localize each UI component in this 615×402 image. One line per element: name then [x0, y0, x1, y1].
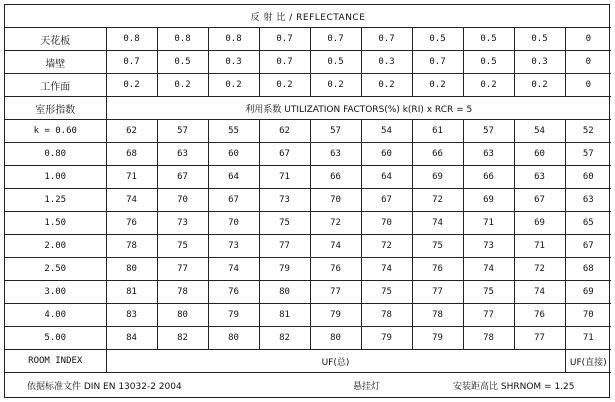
- work-plane-cell: 0.2: [361, 74, 412, 97]
- uf-value-cell: 72: [361, 235, 412, 258]
- uf-value-cell: 80: [259, 281, 310, 304]
- uf-value-cell: 55: [208, 120, 259, 143]
- uf-value-cell: 60: [208, 143, 259, 166]
- uf-value-cell: 80: [157, 304, 208, 327]
- utilization-table: [5, 5, 611, 373]
- uf-value-cell: 54: [361, 120, 412, 143]
- uf-value-cell: 78: [106, 235, 157, 258]
- uf-value-cell: 70: [565, 304, 611, 327]
- wall-cell: 0.3: [208, 51, 259, 74]
- uf-value-cell: 64: [208, 166, 259, 189]
- uf-value-cell: 74: [361, 258, 412, 281]
- uf-value-cell: 57: [157, 120, 208, 143]
- room-index-label: ROOM INDEX: [5, 350, 106, 373]
- uf-value-cell: 81: [106, 281, 157, 304]
- work-plane-cell: 0.2: [259, 74, 310, 97]
- table-row: [5, 304, 611, 327]
- room-index-value: 2.50: [5, 258, 106, 281]
- work-plane-label: 工作面: [5, 74, 106, 97]
- uf-value-cell: 78: [361, 304, 412, 327]
- room-index-cn-label: 室形指数: [5, 97, 106, 120]
- ceiling-cell: 0: [565, 28, 611, 51]
- uf-value-cell: 71: [106, 166, 157, 189]
- uf-value-cell: 75: [259, 212, 310, 235]
- wall-cell: 0.5: [463, 51, 514, 74]
- uf-value-cell: 75: [463, 281, 514, 304]
- uf-value-cell: 66: [310, 166, 361, 189]
- uf-value-cell: 71: [259, 166, 310, 189]
- table-row: [5, 120, 611, 143]
- uf-value-cell: 69: [463, 189, 514, 212]
- wall-cell: 0.3: [514, 51, 565, 74]
- uf-value-cell: 67: [565, 235, 611, 258]
- uf-value-cell: 57: [565, 143, 611, 166]
- work-plane-cell: 0.2: [106, 74, 157, 97]
- uf-value-cell: 60: [361, 143, 412, 166]
- wall-cell: 0: [565, 51, 611, 74]
- table-row: [5, 166, 611, 189]
- table-row: [5, 212, 611, 235]
- work-plane-cell: 0.2: [208, 74, 259, 97]
- uf-value-cell: 80: [208, 327, 259, 350]
- uf-value-cell: 63: [514, 166, 565, 189]
- uf-value-cell: 75: [157, 235, 208, 258]
- spacing-text: 安装距高比 SHRNOM = 1.25: [453, 382, 575, 392]
- wall-row: [5, 51, 611, 74]
- room-index-value: 1.50: [5, 212, 106, 235]
- uf-value-cell: 71: [565, 327, 611, 350]
- standard-text: 依据标准文件 DIN EN 13032-2 2004: [27, 382, 182, 392]
- uf-value-cell: 78: [463, 327, 514, 350]
- uf-value-cell: 77: [310, 281, 361, 304]
- ceiling-cell: 0.8: [208, 28, 259, 51]
- uf-value-cell: 72: [514, 258, 565, 281]
- table-title: 反 射 比 / REFLECTANCE: [5, 5, 611, 28]
- uf-value-cell: 76: [310, 258, 361, 281]
- uf-value-cell: 78: [412, 304, 463, 327]
- uf-value-cell: 66: [412, 143, 463, 166]
- uf-value-cell: 79: [361, 327, 412, 350]
- uf-value-cell: 80: [106, 258, 157, 281]
- uf-value-cell: 82: [157, 327, 208, 350]
- uf-value-cell: 63: [565, 189, 611, 212]
- uf-value-cell: 65: [565, 212, 611, 235]
- uf-value-cell: 52: [565, 120, 611, 143]
- room-index-value: 5.00: [5, 327, 106, 350]
- wall-cell: 0.7: [259, 51, 310, 74]
- uf-value-cell: 79: [412, 327, 463, 350]
- work-plane-cell: 0: [565, 74, 611, 97]
- work-plane-cell: 0.2: [157, 74, 208, 97]
- uf-value-cell: 67: [361, 189, 412, 212]
- wall-cell: 0.3: [361, 51, 412, 74]
- uf-value-cell: 72: [412, 189, 463, 212]
- uf-direct-label: UF(直接): [565, 350, 611, 373]
- uf-value-cell: 68: [106, 143, 157, 166]
- uf-value-cell: 70: [157, 189, 208, 212]
- work-plane-cell: 0.2: [412, 74, 463, 97]
- uf-value-cell: 82: [259, 327, 310, 350]
- uf-value-cell: 84: [106, 327, 157, 350]
- utilization-factor-sheet: [4, 4, 610, 398]
- uf-value-cell: 71: [514, 235, 565, 258]
- uf-value-cell: 64: [361, 166, 412, 189]
- uf-value-cell: 83: [106, 304, 157, 327]
- ceiling-cell: 0.5: [514, 28, 565, 51]
- uf-value-cell: 62: [106, 120, 157, 143]
- wall-cell: 0.7: [412, 51, 463, 74]
- uf-value-cell: 73: [157, 212, 208, 235]
- room-index-value: k = 0.60: [5, 120, 106, 143]
- uf-value-cell: 75: [361, 281, 412, 304]
- uf-value-cell: 79: [208, 304, 259, 327]
- uf-value-cell: 69: [565, 281, 611, 304]
- room-index-value: 2.00: [5, 235, 106, 258]
- uf-value-cell: 74: [310, 235, 361, 258]
- uf-value-cell: 79: [259, 258, 310, 281]
- uf-value-cell: 63: [157, 143, 208, 166]
- uf-value-cell: 74: [412, 212, 463, 235]
- table-row: [5, 235, 611, 258]
- utilization-header-row: [5, 97, 611, 120]
- uf-value-cell: 75: [412, 235, 463, 258]
- uf-value-cell: 67: [208, 189, 259, 212]
- uf-value-cell: 67: [157, 166, 208, 189]
- table-row: [5, 281, 611, 304]
- work-plane-cell: 0.2: [463, 74, 514, 97]
- ceiling-cell: 0.7: [259, 28, 310, 51]
- room-index-footer-row: [5, 350, 611, 373]
- mounting-text: 悬挂灯: [353, 382, 381, 392]
- uf-value-cell: 62: [259, 120, 310, 143]
- uf-value-cell: 63: [310, 143, 361, 166]
- ceiling-cell: 0.8: [157, 28, 208, 51]
- ceiling-cell: 0.5: [463, 28, 514, 51]
- table-row: [5, 143, 611, 166]
- uf-value-cell: 72: [310, 212, 361, 235]
- uf-value-cell: 74: [514, 281, 565, 304]
- uf-value-cell: 60: [514, 143, 565, 166]
- ceiling-cell: 0.5: [412, 28, 463, 51]
- uf-value-cell: 63: [463, 143, 514, 166]
- uf-value-cell: 71: [463, 212, 514, 235]
- room-index-value: 0.80: [5, 143, 106, 166]
- wall-cell: 0.5: [157, 51, 208, 74]
- table-row: [5, 189, 611, 212]
- uf-value-cell: 73: [208, 235, 259, 258]
- uf-value-cell: 77: [463, 304, 514, 327]
- room-index-value: 3.00: [5, 281, 106, 304]
- uf-total-label: UF(总): [106, 350, 565, 373]
- uf-value-cell: 70: [208, 212, 259, 235]
- uf-value-cell: 68: [565, 258, 611, 281]
- uf-value-cell: 76: [208, 281, 259, 304]
- footer-bar: [5, 372, 609, 397]
- work-plane-cell: 0.2: [310, 74, 361, 97]
- wall-cell: 0.7: [106, 51, 157, 74]
- ceiling-cell: 0.7: [361, 28, 412, 51]
- ceiling-label: 天花板: [5, 28, 106, 51]
- table-row: [5, 327, 611, 350]
- uf-value-cell: 67: [514, 189, 565, 212]
- uf-value-cell: 74: [463, 258, 514, 281]
- utilization-header: 利用系数 UTILIZATION FACTORS(%) k(RI) x RCR = 5: [106, 97, 611, 120]
- uf-value-cell: 74: [208, 258, 259, 281]
- uf-value-cell: 57: [463, 120, 514, 143]
- uf-value-cell: 60: [565, 166, 611, 189]
- ceiling-row: [5, 28, 611, 51]
- uf-value-cell: 70: [361, 212, 412, 235]
- uf-value-cell: 78: [157, 281, 208, 304]
- uf-value-cell: 77: [514, 327, 565, 350]
- uf-value-cell: 57: [310, 120, 361, 143]
- uf-value-cell: 66: [463, 166, 514, 189]
- uf-value-cell: 74: [106, 189, 157, 212]
- uf-value-cell: 73: [259, 189, 310, 212]
- room-index-value: 1.00: [5, 166, 106, 189]
- wall-label: 墙壁: [5, 51, 106, 74]
- room-index-value: 1.25: [5, 189, 106, 212]
- room-index-value: 4.00: [5, 304, 106, 327]
- uf-value-cell: 73: [463, 235, 514, 258]
- work-plane-cell: 0.2: [514, 74, 565, 97]
- uf-value-cell: 76: [514, 304, 565, 327]
- uf-value-cell: 77: [157, 258, 208, 281]
- uf-value-cell: 69: [514, 212, 565, 235]
- uf-value-cell: 77: [259, 235, 310, 258]
- uf-value-cell: 69: [412, 166, 463, 189]
- work-plane-row: [5, 74, 611, 97]
- uf-value-cell: 77: [412, 281, 463, 304]
- ceiling-cell: 0.7: [310, 28, 361, 51]
- uf-value-cell: 61: [412, 120, 463, 143]
- uf-value-cell: 80: [310, 327, 361, 350]
- uf-value-cell: 76: [106, 212, 157, 235]
- uf-value-cell: 79: [310, 304, 361, 327]
- uf-value-cell: 76: [412, 258, 463, 281]
- uf-value-cell: 54: [514, 120, 565, 143]
- table-row: [5, 258, 611, 281]
- uf-value-cell: 67: [259, 143, 310, 166]
- uf-value-cell: 70: [310, 189, 361, 212]
- uf-value-cell: 81: [259, 304, 310, 327]
- wall-cell: 0.5: [310, 51, 361, 74]
- ceiling-cell: 0.8: [106, 28, 157, 51]
